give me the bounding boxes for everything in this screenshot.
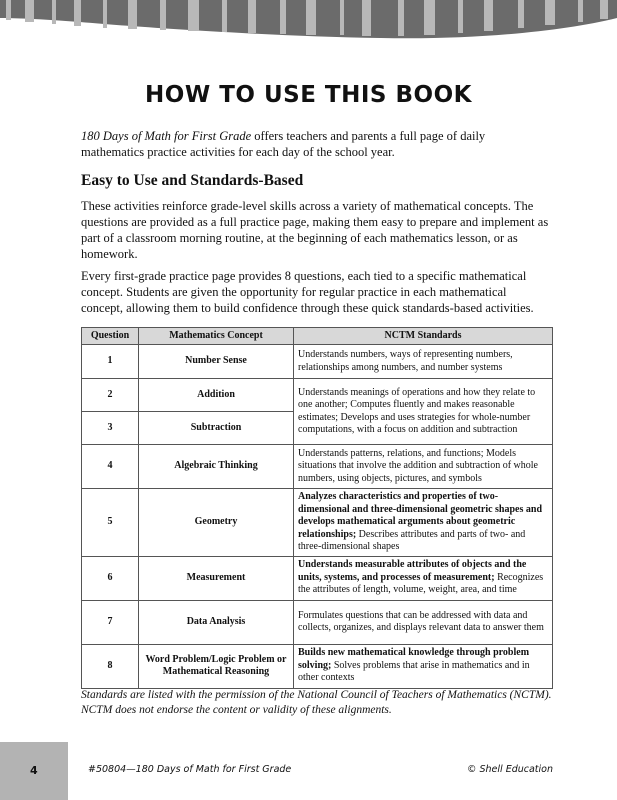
book-title-italic: 180 Days of Math for First Grade — [81, 129, 252, 143]
table-row — [82, 644, 553, 688]
standard-cell: Formulates questions that can be addressed with data and collects, organizes, and displays relevant data to answer them — [294, 600, 553, 644]
intro-paragraph — [81, 128, 551, 160]
header-question: Question — [82, 328, 139, 345]
question-number: 3 — [82, 412, 139, 445]
intro-text: offers teachers and parents a full page of daily mathematics practice activities for each day of the school year. — [81, 129, 486, 159]
page-number: 4 — [30, 764, 38, 777]
standard-text: Solves problems that arise in mathematics and in other contexts — [298, 659, 530, 684]
standard-cell: Understands patterns, relations, and functions; Models situations that involve the addition and subtraction of whole numbers, using objects, pictures, and symbols — [294, 445, 553, 489]
concept-cell: Data Analysis — [139, 600, 294, 644]
decorative-header-banner — [0, 0, 617, 45]
standard-text: Recognizes the attributes of length, volume, weight, area, and time — [298, 571, 544, 596]
question-number: 2 — [82, 379, 139, 412]
page-number-tab — [0, 742, 68, 800]
question-number: 6 — [82, 556, 139, 600]
permission-footnote: Standards are listed with the permission of the National Council of Teachers of Mathematics (NCTM). NCTM does not endorse the content or validity of these alignments. — [81, 689, 552, 716]
table-row — [82, 379, 553, 412]
question-number: 8 — [82, 644, 139, 688]
header-standards: NCTM Standards — [294, 328, 553, 345]
standard-cell — [294, 556, 553, 600]
question-number: 1 — [82, 345, 139, 379]
standard-cell — [294, 644, 553, 688]
concept-cell: Geometry — [139, 489, 294, 557]
paragraph-activities: These activities reinforce grade-level skills across a variety of mathematical concepts. The questions are provided as a full practice page, making them easy to prepare and implement as part of a classroom morning routine, at the beginning of each mathematics lesson, or as homework. — [81, 199, 549, 261]
table-row — [82, 556, 553, 600]
concept-cell: Word Problem/Logic Problem or Mathematical Reasoning — [139, 644, 294, 688]
section-heading: Easy to Use and Standards-Based — [81, 172, 304, 189]
paragraph-practice-page: Every first-grade practice page provides 8 questions, each tied to a specific mathematical concept. Students are given the opportunity for regular practice in each mathematical concept, allowing them to build confidence through these quick standards-based activities. — [81, 269, 534, 315]
question-number: 5 — [82, 489, 139, 557]
publisher-credit: © Shell Education — [466, 764, 553, 775]
standard-cell: Understands numbers, ways of representing numbers, relationships among numbers, and number systems — [294, 345, 553, 379]
book-reference: #50804—180 Days of Math for First Grade — [88, 764, 292, 775]
standard-bold-text: Understands measurable attributes of objects and the units, systems, and processes of measurement; — [298, 559, 527, 583]
table-row — [82, 489, 553, 557]
question-number: 7 — [82, 600, 139, 644]
table-header-row — [82, 328, 553, 345]
table-row — [82, 445, 553, 489]
standards-table — [81, 327, 553, 689]
concept-cell: Subtraction — [139, 412, 294, 445]
standard-bold-text: Builds new mathematical knowledge through problem solving; — [298, 647, 530, 671]
question-number: 4 — [82, 445, 139, 489]
standard-bold-text: Analyzes characteristics and properties of two-dimensional and three-dimensional geometric shapes and develops mathematical arguments about geometric relationships; — [298, 491, 542, 540]
standard-cell — [294, 489, 553, 557]
concept-cell: Number Sense — [139, 345, 294, 379]
header-concept: Mathematics Concept — [139, 328, 294, 345]
standard-text: Describes attributes and parts of two- and three-dimensional shapes — [298, 528, 526, 552]
table-row — [82, 345, 553, 379]
table-row — [82, 600, 553, 644]
concept-cell: Measurement — [139, 556, 294, 600]
concept-cell: Algebraic Thinking — [139, 445, 294, 489]
concept-cell: Addition — [139, 379, 294, 412]
standard-cell: Understands meanings of operations and how they relate to one another; Computes fluently and makes reasonable estimates; Develops and uses strategies for whole-number computations, with a focus on addition and subtraction — [294, 379, 553, 445]
page-title: HOW TO USE THIS BOOK — [145, 82, 472, 108]
